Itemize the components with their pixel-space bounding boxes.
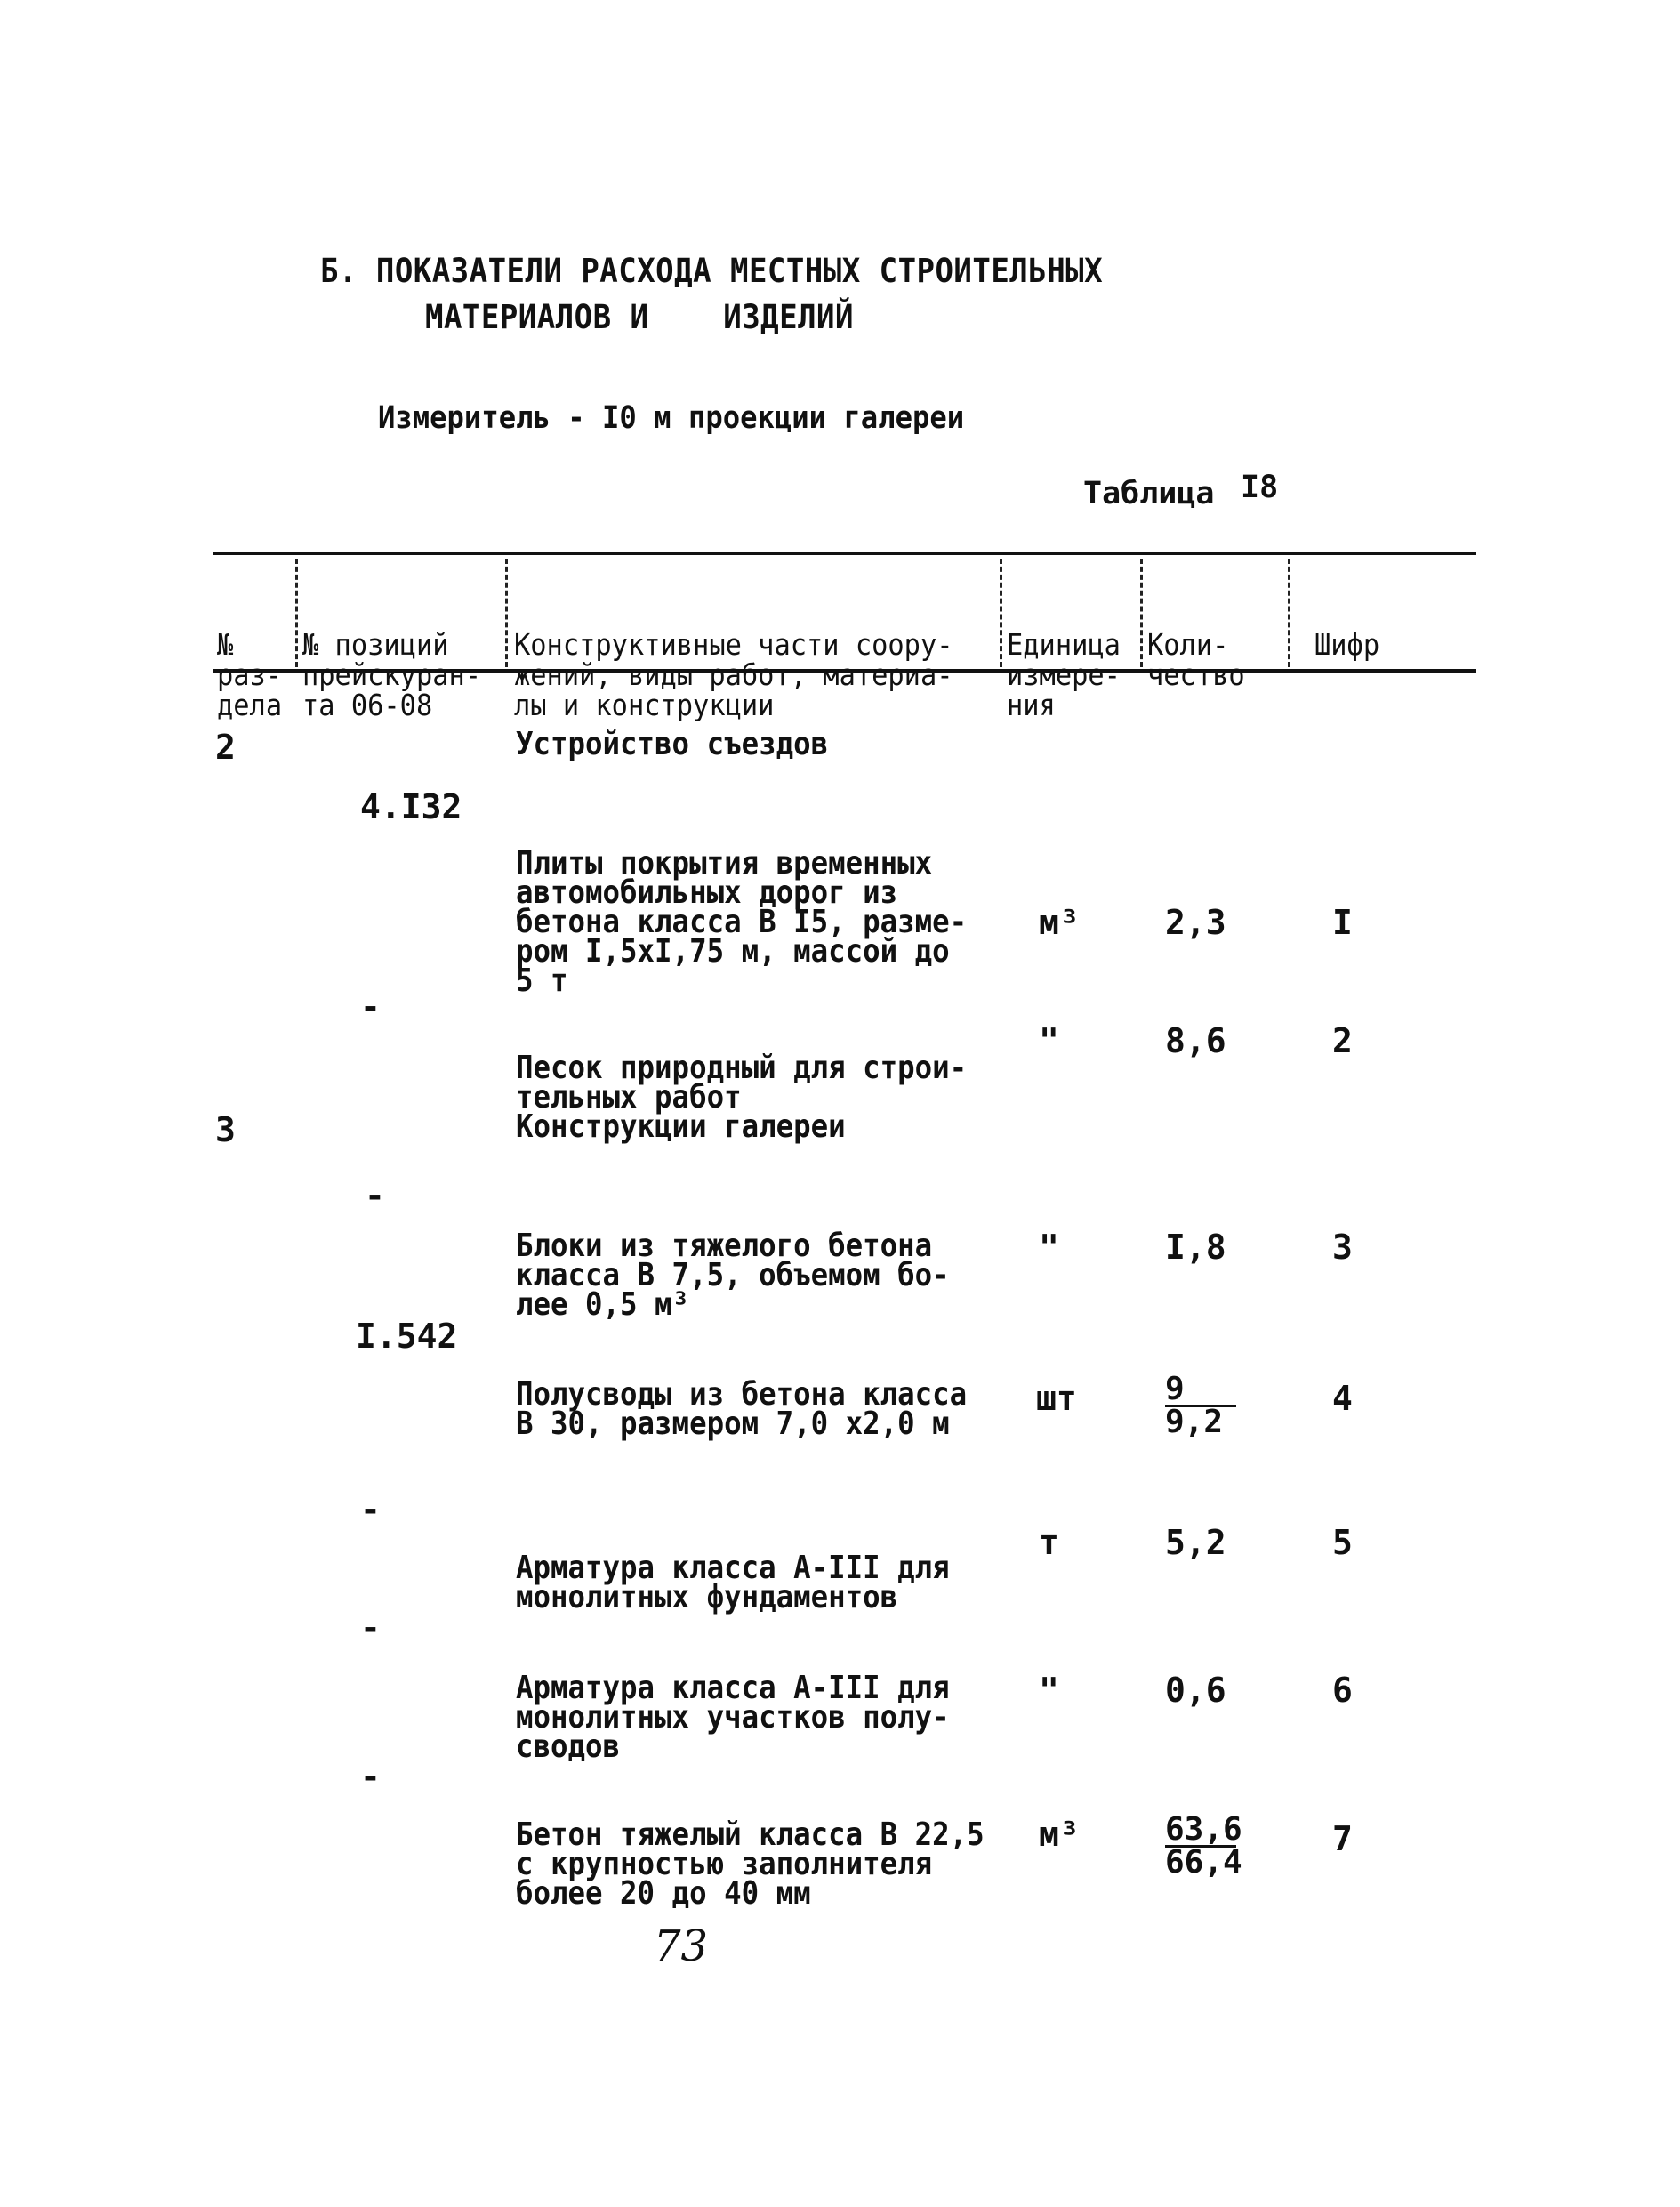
quantity-numerator: 63,6 xyxy=(1165,1811,1242,1848)
row-description: Плиты покрытия временных автомобильных дорог из бетона класса В I5, разме- ром I,5xI,75 м, массой до 5 т xyxy=(516,845,968,999)
table-label: Таблица xyxy=(1083,476,1215,511)
row-quantity: 8,6 xyxy=(1165,1021,1226,1060)
row-unit: т xyxy=(1039,1523,1059,1562)
row-quantity: 0,6 xyxy=(1165,1671,1226,1710)
quantity-denominator: 66,4 xyxy=(1165,1844,1242,1881)
row-position: - xyxy=(360,1757,381,1796)
header-description: Конструктивные части соору- жений, виды работ, материа- лы и конструкции xyxy=(514,627,953,722)
row-position: - xyxy=(360,1608,381,1647)
row-code: 4 xyxy=(1332,1379,1353,1418)
row-description: Полусводы из бетона класса В 30, размером 7,0 x2,0 м xyxy=(516,1376,968,1442)
row-quantity: I,8 xyxy=(1165,1228,1226,1267)
section-title: Конструкции галереи xyxy=(516,1108,846,1145)
heading-line-2: МАТЕРИАЛОВ И ИЗДЕЛИЙ xyxy=(425,298,854,336)
row-description: Песок природный для строи- тельных работ xyxy=(516,1050,968,1116)
row-position: - xyxy=(360,1490,381,1529)
header-quantity: Коли- чество xyxy=(1147,627,1245,692)
header-code: Шифр xyxy=(1314,627,1380,662)
row-quantity-fraction xyxy=(1165,1811,1242,1881)
row-unit: " xyxy=(1039,1671,1059,1710)
row-code: 6 xyxy=(1332,1671,1353,1710)
row-description: Бетон тяжелый класса В 22,5 с крупностью заполнителя более 20 до 40 мм xyxy=(516,1816,985,1912)
quantity-numerator: 9 xyxy=(1165,1374,1236,1407)
quantity-denominator: 9,2 xyxy=(1165,1404,1224,1440)
row-code: 5 xyxy=(1332,1523,1353,1562)
measure-unit: Измеритель - I0 м проекции галереи xyxy=(378,400,965,436)
row-position: I.542 xyxy=(356,1317,458,1356)
section-title: Устройство съездов xyxy=(516,726,829,762)
row-quantity: 5,2 xyxy=(1165,1523,1226,1562)
row-unit: шт xyxy=(1036,1379,1077,1418)
row-description: Блоки из тяжелого бетона класса В 7,5, объемом бо- лее 0,5 м³ xyxy=(516,1228,950,1323)
row-code: I xyxy=(1332,903,1353,942)
row-position: 4.I32 xyxy=(360,787,462,826)
row-unit: " xyxy=(1039,1021,1059,1060)
header-price-positions: № позиций прейскуран- та 06-08 xyxy=(302,627,482,722)
row-unit: " xyxy=(1039,1228,1059,1267)
col-divider xyxy=(1000,559,1005,667)
row-quantity-fraction xyxy=(1165,1371,1236,1440)
table-top-rule xyxy=(213,552,1476,555)
row-code: 7 xyxy=(1332,1819,1353,1858)
col-divider xyxy=(1288,559,1293,667)
row-description: Арматура класса А-III для монолитных фундаментов xyxy=(516,1550,950,1615)
col-divider xyxy=(295,559,301,667)
heading-line-1: Б. ПОКАЗАТЕЛИ РАСХОДА МЕСТНЫХ СТРОИТЕЛЬНЫХ xyxy=(320,252,1104,290)
row-unit: м³ xyxy=(1039,903,1080,942)
header-unit: Единица измере- ния xyxy=(1007,627,1121,722)
row-code: 3 xyxy=(1332,1228,1353,1267)
row-unit: м³ xyxy=(1039,1815,1080,1854)
row-quantity: 2,3 xyxy=(1165,903,1226,942)
section-number: 3 xyxy=(215,1110,236,1149)
row-code: 2 xyxy=(1332,1021,1353,1060)
row-position: - xyxy=(360,987,381,1027)
row-position: - xyxy=(365,1176,385,1215)
page-number: 73 xyxy=(654,1921,709,1971)
section-number: 2 xyxy=(215,728,236,767)
table-number: I8 xyxy=(1241,470,1279,505)
col-divider xyxy=(1140,559,1145,667)
row-description: Арматура класса А-III для монолитных участков полу- сводов xyxy=(516,1670,950,1765)
header-section-number: № раз- дела xyxy=(217,627,283,722)
col-divider xyxy=(505,559,510,667)
